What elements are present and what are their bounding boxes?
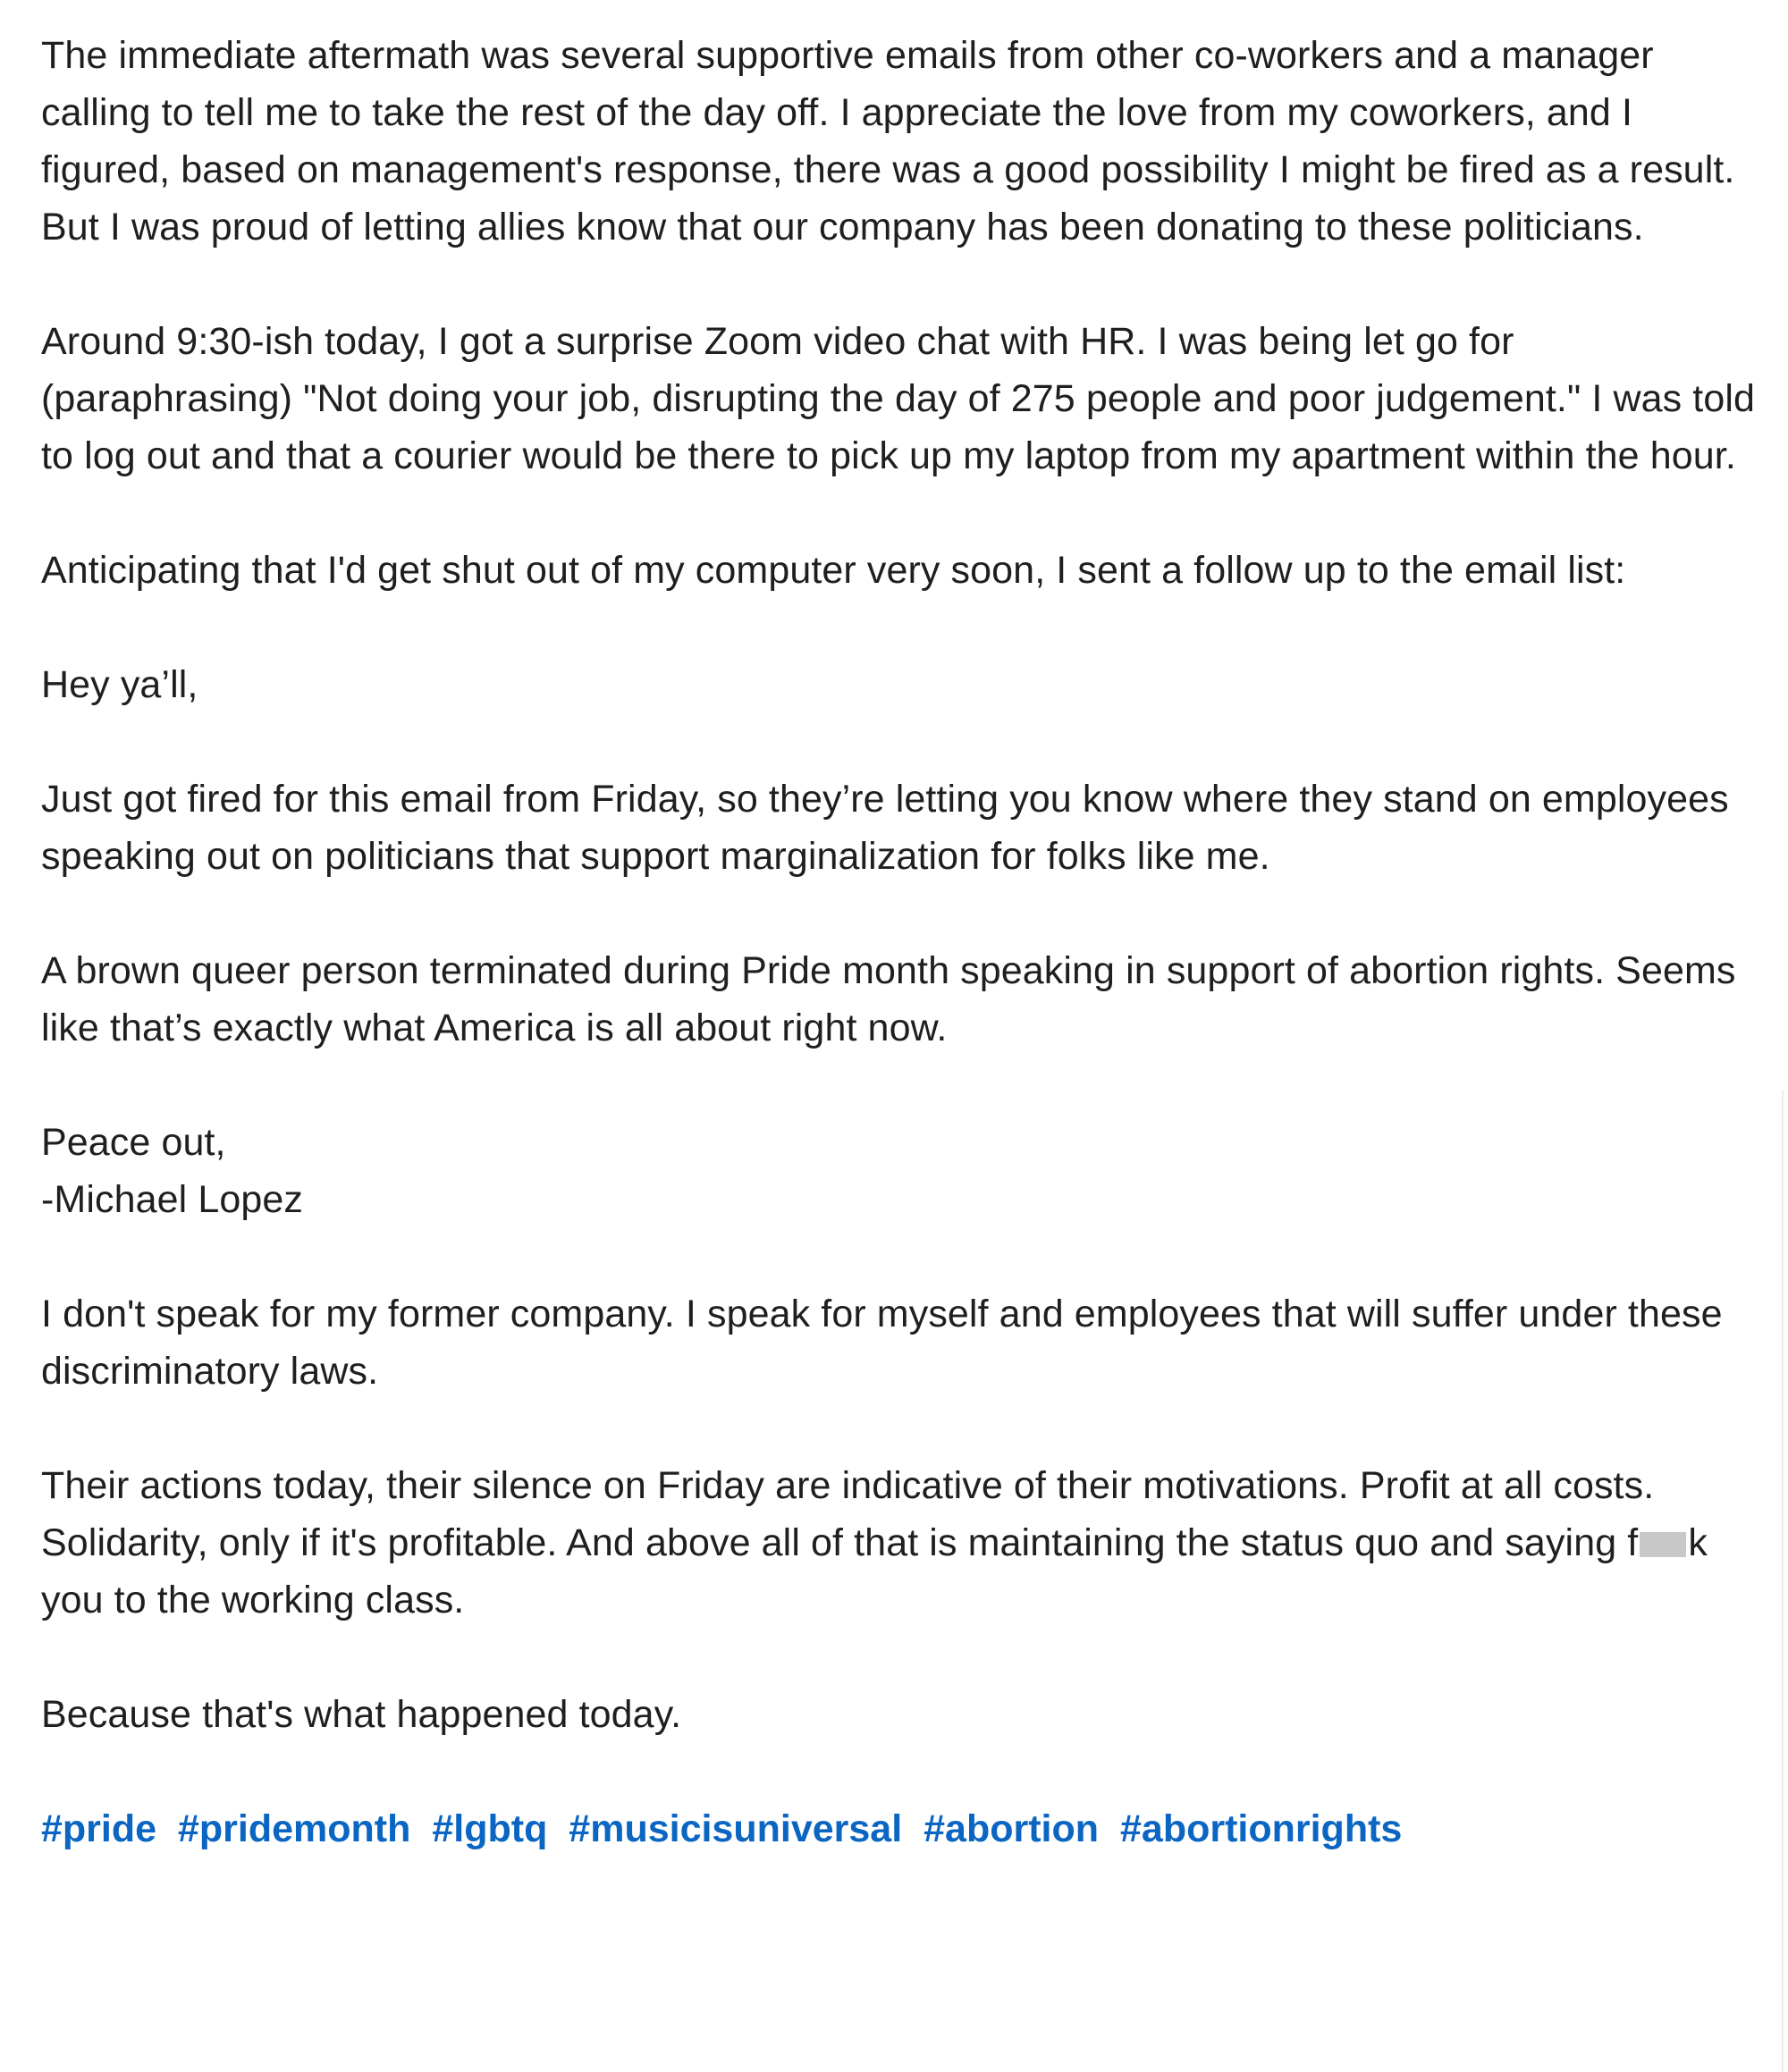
censor-block (1640, 1532, 1686, 1557)
post-body (41, 27, 1758, 1857)
hashtag-musicisuniversal[interactable]: #musicisuniversal (569, 1807, 903, 1850)
paragraph-signoff: Peace out, -Michael Lopez (41, 1121, 303, 1221)
hashtag-abortion[interactable]: #abortion (924, 1807, 1100, 1850)
hashtag-list (41, 1800, 1758, 1857)
card-right-border (1782, 1091, 1784, 2072)
paragraph-gap (41, 1057, 1758, 1114)
paragraph-pride-month: A brown queer person terminated during Pride month speaking in support of abortion rights. Seems like that’s exactly what America is all about right now. (41, 949, 1736, 1049)
paragraph-gap (41, 256, 1758, 313)
hashtag-pride[interactable]: #pride (41, 1807, 157, 1850)
paragraph-greeting: Hey ya’ll, (41, 663, 198, 706)
hashtag-pridemonth[interactable]: #pridemonth (178, 1807, 411, 1850)
hashtag-lgbtq[interactable]: #lgbtq (432, 1807, 548, 1850)
paragraph-gap (41, 599, 1758, 656)
paragraph-hr-call: Around 9:30-ish today, I got a surprise Zoom video chat with HR. I was being let go for (paraphrasing) "Not doing your job, disrupting the day of 275 people and poor judgement." I was told to log out and that a courier would be there to pick up my laptop from my apartment within the hour. (41, 320, 1756, 477)
paragraph-aftermath: The immediate aftermath was several supportive emails from other co-workers and a manager calling to tell me to take the rest of the day off. I appreciate the love from my coworkers, and I figured, based on management's response, there was a good possibility I might be fired as a result. But I was proud of letting allies know that our company has been donating to these politicians. (41, 34, 1735, 248)
motivations-text-start: Their actions today, their silence on Friday are indicative of their motivations. Profit at all costs. Solidarity, only if it's profitable. And above all of that is maintaining the status quo and saying f (41, 1464, 1655, 1564)
paragraph-gap (41, 885, 1758, 942)
paragraph-gap (41, 1743, 1758, 1800)
paragraph-disclaimer: I don't speak for my former company. I speak for myself and employees that will suffer under these discriminatory laws. (41, 1293, 1723, 1393)
paragraph-gap (41, 713, 1758, 771)
paragraph-gap (41, 1629, 1758, 1686)
paragraph-gap (41, 1400, 1758, 1457)
paragraph-follow-up: Anticipating that I'd get shut out of my computer very soon, I sent a follow up to the email list: (41, 549, 1626, 592)
paragraph-fired: Just got fired for this email from Friday, so they’re letting you know where they stand on employees speaking out on politicians that support marginalization for folks like me. (41, 778, 1729, 878)
paragraph-gap (41, 484, 1758, 542)
paragraph-gap (41, 1228, 1758, 1285)
paragraph-conclusion: Because that's what happened today. (41, 1693, 682, 1736)
hashtag-abortionrights[interactable]: #abortionrights (1119, 1807, 1403, 1850)
motivations-text-end: k you to the working class. (41, 1521, 1708, 1621)
paragraph-motivations (41, 1457, 1758, 1629)
